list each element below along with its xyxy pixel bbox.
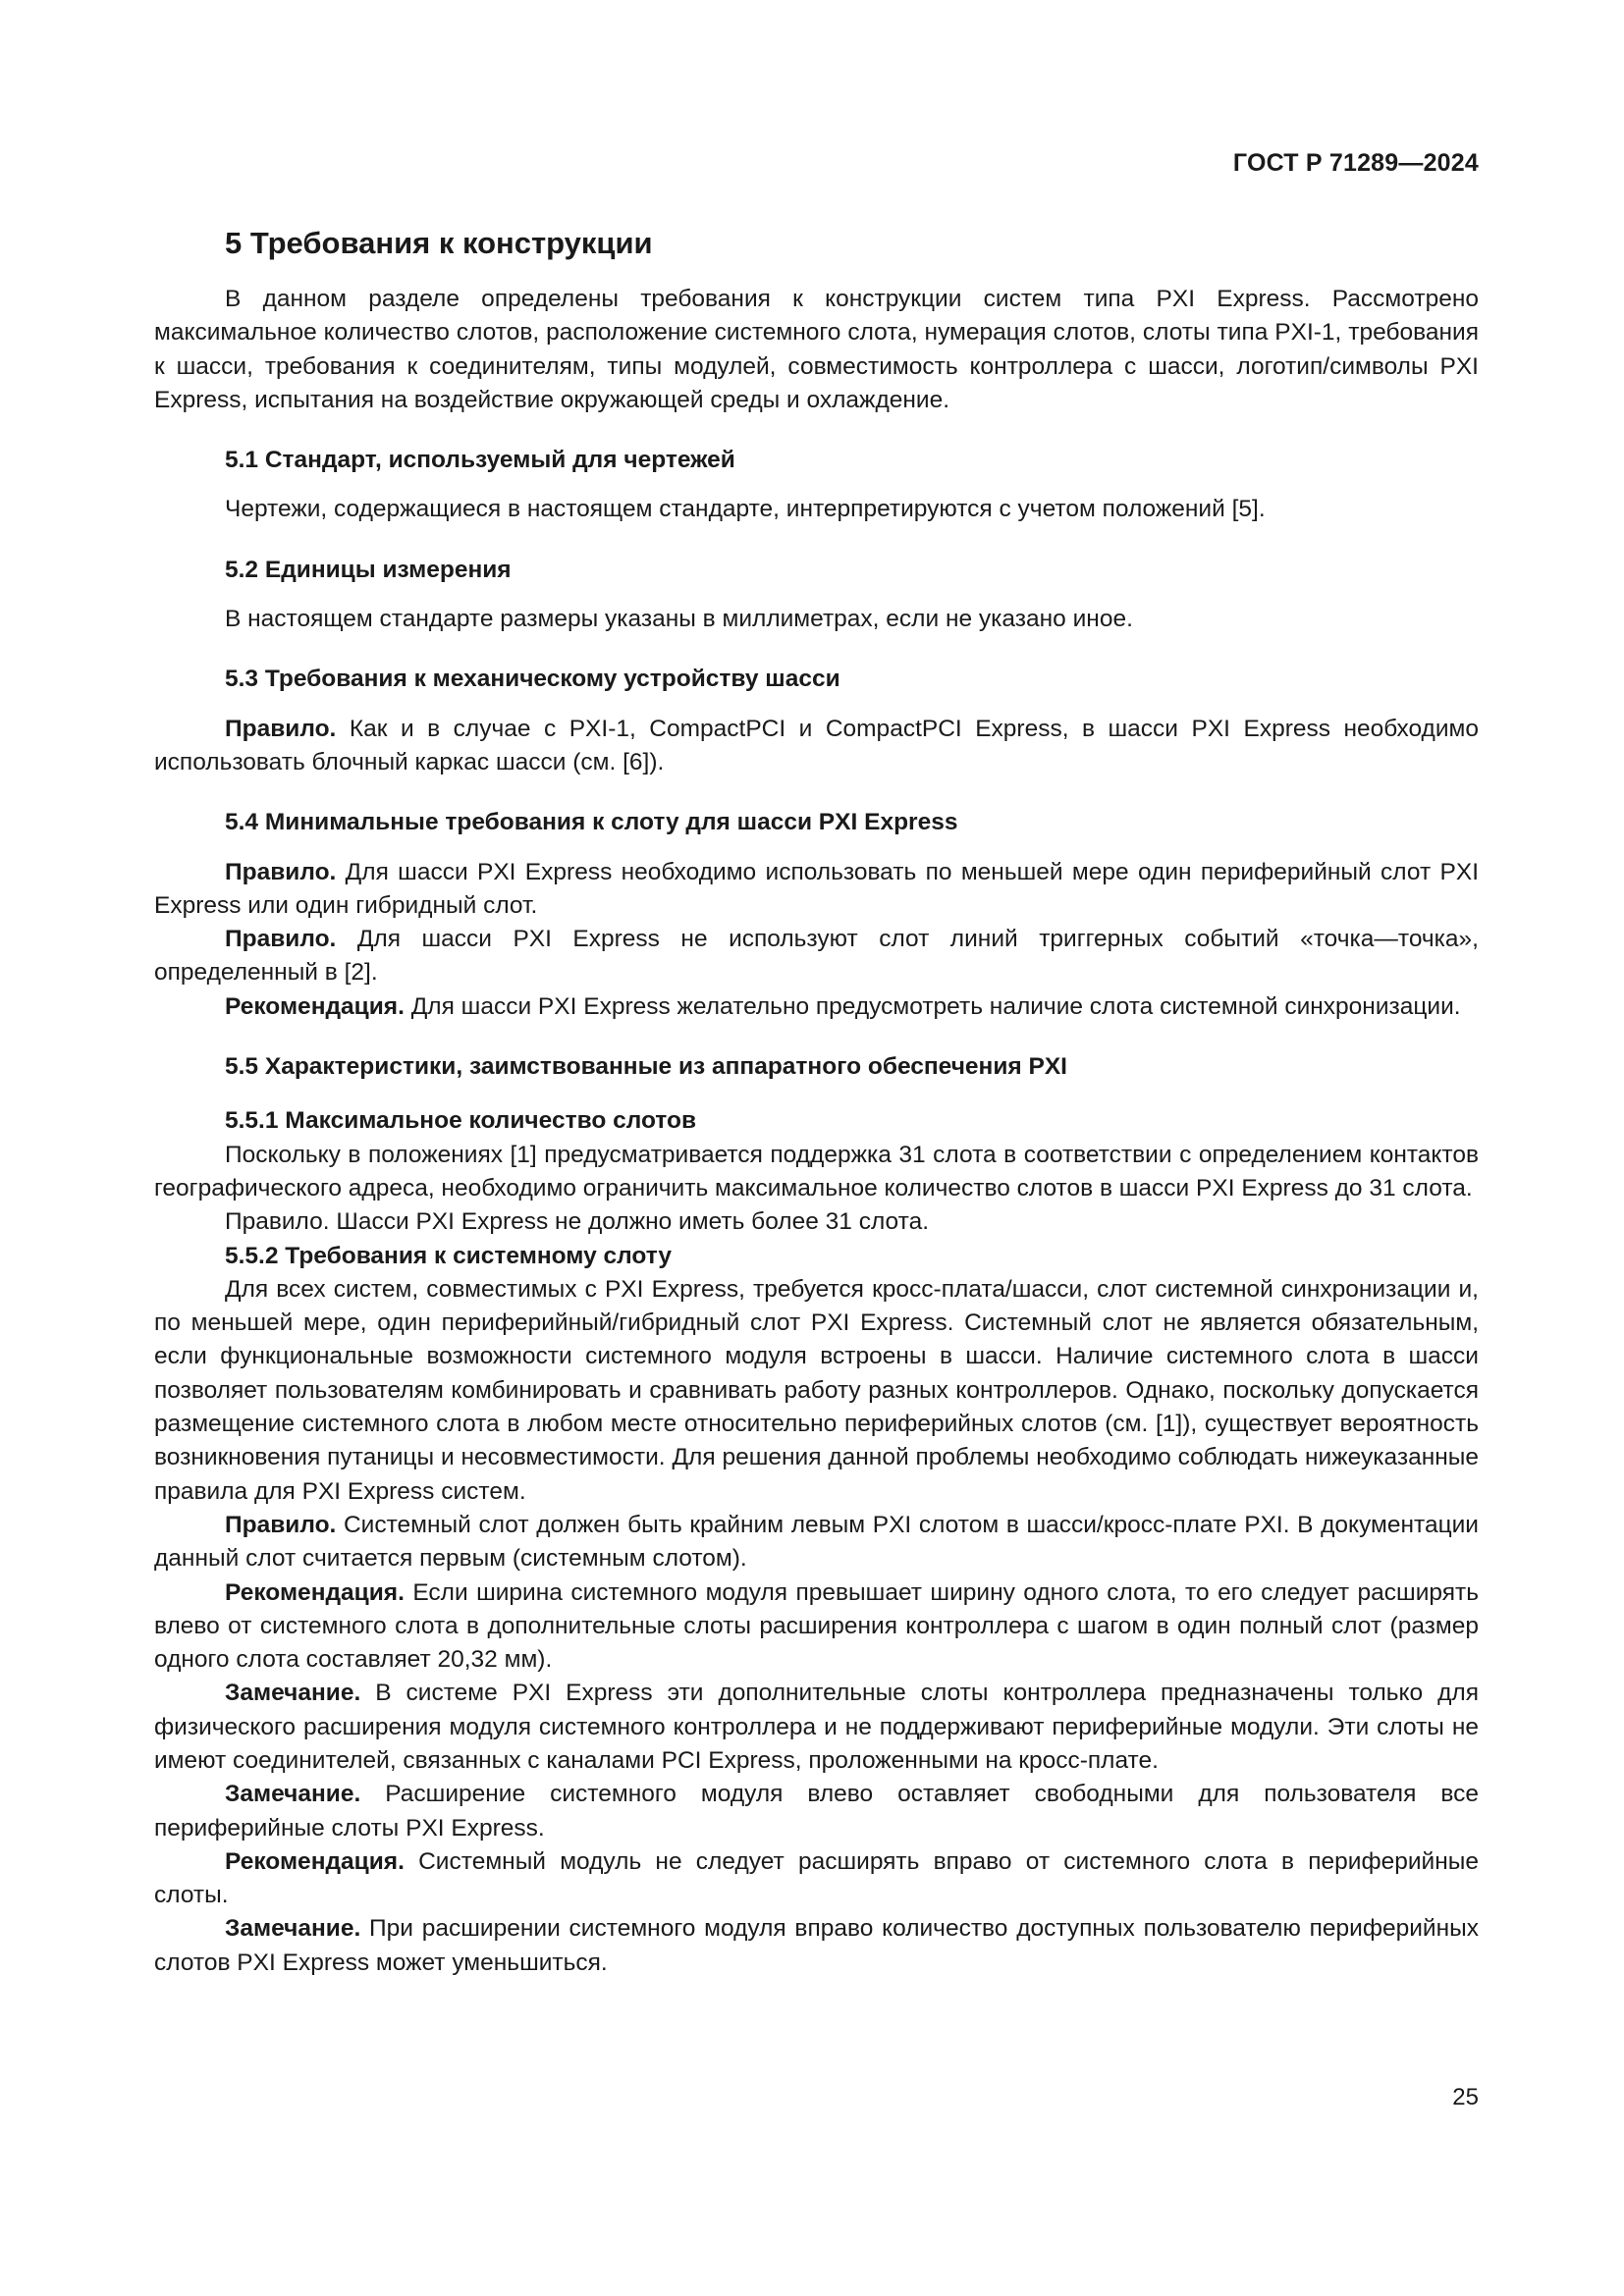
recommendation-label: Рекомендация.: [225, 992, 405, 1020]
section-5-3-title: 5.3 Требования к механическому устройству шасси: [225, 666, 840, 693]
recommendation-text: Для шасси PXI Express желательно предусмотреть наличие слота системной синхронизации.: [404, 992, 1461, 1020]
section-5-5-title: 5.5 Характеристики, заимствованные из аппаратного обеспечения PXI: [225, 1053, 1067, 1081]
section-5-5-1-rule: Правило. Шасси PXI Express не должно иметь более 31 слота.: [225, 1208, 929, 1236]
recommendation-label: Рекомендация.: [225, 1847, 405, 1875]
rule-label: Правило.: [225, 1511, 337, 1538]
rule-text: Как и в случае с PXI-1, CompactPCI и CompactPCI Express, в шасси PXI Express необходимо использовать блочный каркас шасси (см. [6]).: [154, 715, 1479, 775]
section-5-5-2-note-3: [154, 1912, 1479, 1980]
note-text: Расширение системного модуля влево оставляет свободными для пользователя все периферийные слоты PXI Express.: [154, 1781, 1479, 1842]
section-5-5-2-note-2: [154, 1778, 1479, 1845]
chapter-intro-paragraph: В данном разделе определены требования к конструкции систем типа PXI Express. Рассмотрено максимальное количество слотов, расположение системного слота, нумерация слотов, слоты типа PXI-1, требования к шасси, требования к соединителям, типы модулей, совместимость контроллера с шасси, логотип/символы PXI Express, испытания на воздействие окружающей среды и охлаждение.: [154, 286, 1479, 413]
section-5-5-2-title: 5.5.2 Требования к системному слоту: [225, 1242, 672, 1269]
section-5-4-rule-2: [154, 923, 1479, 990]
document-id-header: ГОСТ Р 71289—2024: [1232, 149, 1479, 177]
rule-text: Для шасси PXI Express необходимо использовать по меньшей мере один периферийный слот PXI Express или один гибридный слот.: [154, 858, 1479, 919]
rule-label: Правило.: [225, 858, 337, 885]
section-5-3-rule: [154, 713, 1479, 780]
section-5-4-title: 5.4 Минимальные требования к слоту для шасси PXI Express: [225, 809, 958, 836]
recommendation-text: Системный модуль не следует расширять вправо от системного слота в периферийные слоты.: [154, 1847, 1479, 1909]
chapter-title: 5 Требования к конструкции: [225, 226, 653, 260]
note-text: При расширении системного модуля вправо количество доступных пользователю периферийных слотов PXI Express может уменьшиться.: [154, 1915, 1479, 1976]
section-5-5-1-text: Поскольку в положениях [1] предусматривается поддержка 31 слота в соответствии с определением контактов географического адреса, необходимо ограничить максимальное количество слотов в шасси PXI Express до 31 слота.: [154, 1141, 1479, 1201]
section-5-1-title: 5.1 Стандарт, используемый для чертежей: [225, 447, 735, 474]
section-5-2-title: 5.2 Единицы измерения: [225, 556, 512, 583]
section-5-5-2-recommendation-2: [154, 1845, 1479, 1913]
section-5-5-2-text: Для всех систем, совместимых с PXI Express, требуется кросс-плата/шасси, слот системной синхронизации и, по меньшей мере, один периферийный/гибридный слот PXI Express. Системный слот не является обязательным, если функциональные возможности системного модуля встроены в шасси. Наличие системного слота в шасси позволяет пользователям комбинировать и сравнивать работу разных контроллеров. Однако, поскольку допускается размещение системного слота в любом месте относительно периферийных слотов (см. [1]), существует вероятность возникновения путаницы и несовместимости. Для решения данной проблемы необходимо соблюдать нижеуказанные правила для PXI Express систем.: [154, 1275, 1479, 1505]
note-label: Замечание.: [225, 1915, 361, 1943]
section-5-5-1-title: 5.5.1 Максимальное количество слотов: [225, 1107, 697, 1135]
page-body: [154, 222, 1479, 1980]
rule-label: Правило.: [225, 926, 337, 953]
section-5-5-2-note-1: [154, 1677, 1479, 1778]
rule-text: Системный слот должен быть крайним левым PXI слотом в шасси/кросс-плате PXI. В документации данный слот считается первым (системным слотом).: [154, 1511, 1479, 1573]
note-label: Замечание.: [225, 1680, 361, 1707]
section-5-5-2-recommendation-1: [154, 1576, 1479, 1678]
section-5-2-text: В настоящем стандарте размеры указаны в миллиметрах, если не указано иное.: [225, 606, 1133, 633]
section-5-4-rule-1: [154, 856, 1479, 924]
section-5-1-text: Чертежи, содержащиеся в настоящем стандарте, интерпретируются с учетом положений [5].: [225, 496, 1266, 523]
rule-label: Правило.: [225, 715, 337, 742]
note-label: Замечание.: [225, 1781, 361, 1808]
rule-text: Для шасси PXI Express не используют слот линий триггерных событий «точка—точка», определенный в [2].: [154, 926, 1479, 987]
recommendation-label: Рекомендация.: [225, 1578, 405, 1606]
note-text: В системе PXI Express эти дополнительные слоты контроллера предназначены только для физического расширения модуля системного контроллера и не поддерживают периферийные модули. Эти слоты не имеют соединителей, связанных с каналами PCI Express, проложенными на кросс-плате.: [154, 1680, 1479, 1774]
section-5-4-recommendation: [154, 990, 1479, 1024]
page-number: 25: [1452, 2084, 1479, 2110]
section-5-5-2-rule: [154, 1509, 1479, 1576]
recommendation-text: Если ширина системного модуля превышает ширину одного слота, то его следует расширять влево от системного слота в дополнительные слоты расширения контроллера с шагом в один полный слот (размер одного слота составляет 20,32 мм).: [154, 1578, 1479, 1674]
